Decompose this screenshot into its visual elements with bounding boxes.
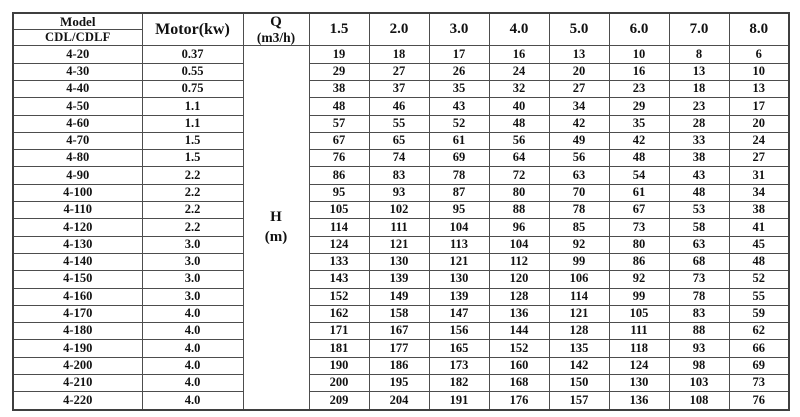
head-value-cell: 8 [669,46,729,63]
head-unit-cell [243,46,309,410]
head-value-cell: 29 [309,63,369,80]
head-value-cell: 106 [549,271,609,288]
head-value-cell: 49 [549,132,609,149]
head-value-cell: 186 [369,357,429,374]
table-row [13,150,789,167]
head-value-cell: 52 [729,271,789,288]
head-value-cell: 52 [429,115,489,132]
q-header-unit: (m3/h) [256,29,296,45]
head-value-cell: 204 [369,392,429,410]
head-value-cell: 78 [549,202,609,219]
head-value-cell: 92 [549,236,609,253]
motor-kw-cell: 0.37 [142,46,243,63]
table-row [13,271,789,288]
motor-kw-cell: 0.75 [142,80,243,97]
head-value-cell: 48 [729,253,789,270]
head-value-cell: 120 [489,271,549,288]
head-value-cell: 67 [609,202,669,219]
head-value-cell: 86 [309,167,369,184]
head-value-cell: 57 [309,115,369,132]
head-value-cell: 63 [549,167,609,184]
head-value-cell: 112 [489,253,549,270]
head-value-cell: 165 [429,340,489,357]
head-value-cell: 54 [609,167,669,184]
head-value-cell: 34 [549,98,609,115]
head-value-cell: 152 [309,288,369,305]
head-value-cell: 48 [669,184,729,201]
head-value-cell: 72 [489,167,549,184]
flow-col-header: 3.0 [429,13,489,46]
head-value-cell: 136 [489,305,549,322]
head-value-cell: 31 [729,167,789,184]
table-row [13,253,789,270]
head-value-cell: 26 [429,63,489,80]
head-value-cell: 111 [609,323,669,340]
table-row [13,80,789,97]
head-value-cell: 80 [609,236,669,253]
head-value-cell: 83 [669,305,729,322]
head-value-cell: 53 [669,202,729,219]
head-value-cell: 18 [669,80,729,97]
head-value-cell: 128 [549,323,609,340]
head-value-cell: 64 [489,150,549,167]
pump-spec-table [12,12,790,411]
head-value-cell: 63 [669,236,729,253]
model-cell: 4-110 [13,202,142,219]
head-value-cell: 38 [729,202,789,219]
head-value-cell: 124 [609,357,669,374]
model-cell: 4-80 [13,150,142,167]
head-value-cell: 85 [549,219,609,236]
head-value-cell: 121 [549,305,609,322]
table-row [13,98,789,115]
head-value-cell: 66 [729,340,789,357]
head-value-cell: 70 [549,184,609,201]
model-cell: 4-200 [13,357,142,374]
head-value-cell: 61 [429,132,489,149]
head-value-cell: 37 [369,80,429,97]
head-value-cell: 157 [549,392,609,410]
table-row [13,323,789,340]
head-value-cell: 6 [729,46,789,63]
head-value-cell: 29 [609,98,669,115]
head-value-cell: 152 [489,340,549,357]
model-cell: 4-40 [13,80,142,97]
head-value-cell: 16 [489,46,549,63]
head-value-cell: 171 [309,323,369,340]
head-value-cell: 68 [669,253,729,270]
head-value-cell: 102 [369,202,429,219]
head-value-cell: 139 [369,271,429,288]
model-cell: 4-90 [13,167,142,184]
motor-kw-cell: 3.0 [142,236,243,253]
motor-kw-cell: 3.0 [142,288,243,305]
head-value-cell: 55 [369,115,429,132]
table-row [13,63,789,80]
motor-kw-cell: 1.1 [142,98,243,115]
head-value-cell: 61 [609,184,669,201]
table-row [13,184,789,201]
head-value-cell: 142 [549,357,609,374]
model-cell: 4-210 [13,374,142,391]
head-value-cell: 13 [669,63,729,80]
head-value-cell: 59 [729,305,789,322]
table-row [13,374,789,391]
head-value-cell: 80 [489,184,549,201]
head-value-cell: 42 [549,115,609,132]
head-value-cell: 93 [669,340,729,357]
head-value-cell: 38 [669,150,729,167]
head-value-cell: 191 [429,392,489,410]
head-value-cell: 95 [429,202,489,219]
motor-kw-cell: 3.0 [142,271,243,288]
head-value-cell: 38 [309,80,369,97]
head-value-cell: 130 [609,374,669,391]
head-value-cell: 95 [309,184,369,201]
head-value-cell: 43 [669,167,729,184]
head-value-cell: 195 [369,374,429,391]
model-cell: 4-60 [13,115,142,132]
head-value-cell: 167 [369,323,429,340]
model-cell: 4-130 [13,236,142,253]
table-body [13,46,789,410]
model-series-header: CDL/CDLF [13,30,142,46]
head-value-cell: 92 [609,271,669,288]
header-row-top [13,13,789,30]
head-value-cell: 96 [489,219,549,236]
head-value-cell: 41 [729,219,789,236]
head-value-cell: 87 [429,184,489,201]
head-value-cell: 108 [669,392,729,410]
head-value-cell: 99 [549,253,609,270]
head-value-cell: 156 [429,323,489,340]
model-cell: 4-170 [13,305,142,322]
head-value-cell: 113 [429,236,489,253]
head-value-cell: 168 [489,374,549,391]
model-cell: 4-190 [13,340,142,357]
motor-kw-cell: 1.5 [142,132,243,149]
motor-kw-cell: 4.0 [142,305,243,322]
flow-col-header: 2.0 [369,13,429,46]
head-value-cell: 105 [609,305,669,322]
head-value-cell: 149 [369,288,429,305]
head-value-cell: 10 [609,46,669,63]
head-value-cell: 130 [369,253,429,270]
head-value-cell: 111 [369,219,429,236]
head-value-cell: 48 [489,115,549,132]
head-value-cell: 86 [609,253,669,270]
motor-kw-cell: 0.55 [142,63,243,80]
model-cell: 4-100 [13,184,142,201]
head-value-cell: 74 [369,150,429,167]
head-value-cell: 176 [489,392,549,410]
head-value-cell: 10 [729,63,789,80]
table-row [13,236,789,253]
model-cell: 4-140 [13,253,142,270]
q-header-symbol: Q [270,14,282,30]
head-unit: (m) [264,228,288,245]
flow-col-header: 1.5 [309,13,369,46]
model-cell: 4-160 [13,288,142,305]
head-value-cell: 76 [309,150,369,167]
head-value-cell: 105 [309,202,369,219]
head-value-cell: 104 [429,219,489,236]
head-value-cell: 23 [669,98,729,115]
head-value-cell: 173 [429,357,489,374]
head-value-cell: 32 [489,80,549,97]
head-value-cell: 65 [369,132,429,149]
head-value-cell: 121 [369,236,429,253]
head-value-cell: 13 [729,80,789,97]
head-value-cell: 43 [429,98,489,115]
head-value-cell: 27 [729,150,789,167]
table-row [13,305,789,322]
motor-kw-cell: 4.0 [142,392,243,410]
head-value-cell: 114 [309,219,369,236]
motor-kw-cell: 2.2 [142,202,243,219]
table-row [13,167,789,184]
head-value-cell: 28 [669,115,729,132]
head-value-cell: 18 [369,46,429,63]
motor-kw-cell: 4.0 [142,374,243,391]
model-cell: 4-20 [13,46,142,63]
head-value-cell: 55 [729,288,789,305]
head-value-cell: 177 [369,340,429,357]
head-value-cell: 150 [549,374,609,391]
head-value-cell: 40 [489,98,549,115]
model-header: Model [13,13,142,30]
head-value-cell: 104 [489,236,549,253]
motor-kw-cell: 1.5 [142,150,243,167]
flow-col-header: 5.0 [549,13,609,46]
motor-kw-cell: 4.0 [142,340,243,357]
head-value-cell: 182 [429,374,489,391]
head-value-cell: 130 [429,271,489,288]
motor-kw-cell: 2.2 [142,184,243,201]
head-value-cell: 103 [669,374,729,391]
model-cell: 4-150 [13,271,142,288]
head-value-cell: 83 [369,167,429,184]
motor-kw-cell: 2.2 [142,167,243,184]
head-value-cell: 56 [489,132,549,149]
model-cell: 4-30 [13,63,142,80]
head-value-cell: 135 [549,340,609,357]
head-value-cell: 45 [729,236,789,253]
model-cell: 4-50 [13,98,142,115]
motor-kw-cell: 2.2 [142,219,243,236]
table-row [13,340,789,357]
table-header [13,13,789,46]
head-value-cell: 190 [309,357,369,374]
flow-q-header [243,13,309,46]
head-value-cell: 209 [309,392,369,410]
head-value-cell: 78 [429,167,489,184]
head-value-cell: 73 [609,219,669,236]
head-symbol: H [270,209,282,226]
head-value-cell: 42 [609,132,669,149]
head-value-cell: 128 [489,288,549,305]
head-value-cell: 158 [369,305,429,322]
table-row [13,115,789,132]
head-value-cell: 136 [609,392,669,410]
head-value-cell: 35 [429,80,489,97]
table-row [13,132,789,149]
table-row [13,392,789,410]
head-value-cell: 88 [669,323,729,340]
head-value-cell: 118 [609,340,669,357]
head-value-cell: 46 [369,98,429,115]
head-value-cell: 114 [549,288,609,305]
head-value-cell: 160 [489,357,549,374]
head-value-cell: 13 [549,46,609,63]
head-value-cell: 93 [369,184,429,201]
head-value-cell: 35 [609,115,669,132]
head-value-cell: 20 [729,115,789,132]
head-value-cell: 23 [609,80,669,97]
motor-kw-cell: 3.0 [142,253,243,270]
head-value-cell: 162 [309,305,369,322]
flow-col-header: 6.0 [609,13,669,46]
head-value-cell: 17 [729,98,789,115]
head-value-cell: 48 [609,150,669,167]
motor-kw-cell: 1.1 [142,115,243,132]
head-value-cell: 73 [669,271,729,288]
head-value-cell: 16 [609,63,669,80]
table-row [13,288,789,305]
head-value-cell: 144 [489,323,549,340]
head-value-cell: 69 [429,150,489,167]
head-value-cell: 67 [309,132,369,149]
flow-col-header: 8.0 [729,13,789,46]
head-value-cell: 27 [549,80,609,97]
head-value-cell: 24 [489,63,549,80]
head-value-cell: 69 [729,357,789,374]
model-cell: 4-180 [13,323,142,340]
head-value-cell: 98 [669,357,729,374]
head-value-cell: 27 [369,63,429,80]
head-value-cell: 24 [729,132,789,149]
head-value-cell: 88 [489,202,549,219]
head-value-cell: 33 [669,132,729,149]
head-value-cell: 133 [309,253,369,270]
head-value-cell: 121 [429,253,489,270]
head-value-cell: 76 [729,392,789,410]
head-value-cell: 34 [729,184,789,201]
model-cell: 4-220 [13,392,142,410]
table-row [13,46,789,63]
table-row [13,202,789,219]
head-value-cell: 139 [429,288,489,305]
table-row [13,219,789,236]
flow-col-header: 4.0 [489,13,549,46]
model-cell: 4-70 [13,132,142,149]
head-value-cell: 17 [429,46,489,63]
head-value-cell: 143 [309,271,369,288]
head-value-cell: 19 [309,46,369,63]
motor-kw-cell: 4.0 [142,357,243,374]
head-value-cell: 73 [729,374,789,391]
head-value-cell: 48 [309,98,369,115]
head-value-cell: 20 [549,63,609,80]
flow-col-header: 7.0 [669,13,729,46]
head-value-cell: 181 [309,340,369,357]
table-row [13,357,789,374]
head-value-cell: 99 [609,288,669,305]
head-value-cell: 58 [669,219,729,236]
head-value-cell: 78 [669,288,729,305]
motor-header: Motor(kw) [142,13,243,46]
model-cell: 4-120 [13,219,142,236]
head-value-cell: 147 [429,305,489,322]
head-value-cell: 56 [549,150,609,167]
head-value-cell: 124 [309,236,369,253]
head-value-cell: 62 [729,323,789,340]
motor-kw-cell: 4.0 [142,323,243,340]
head-value-cell: 200 [309,374,369,391]
